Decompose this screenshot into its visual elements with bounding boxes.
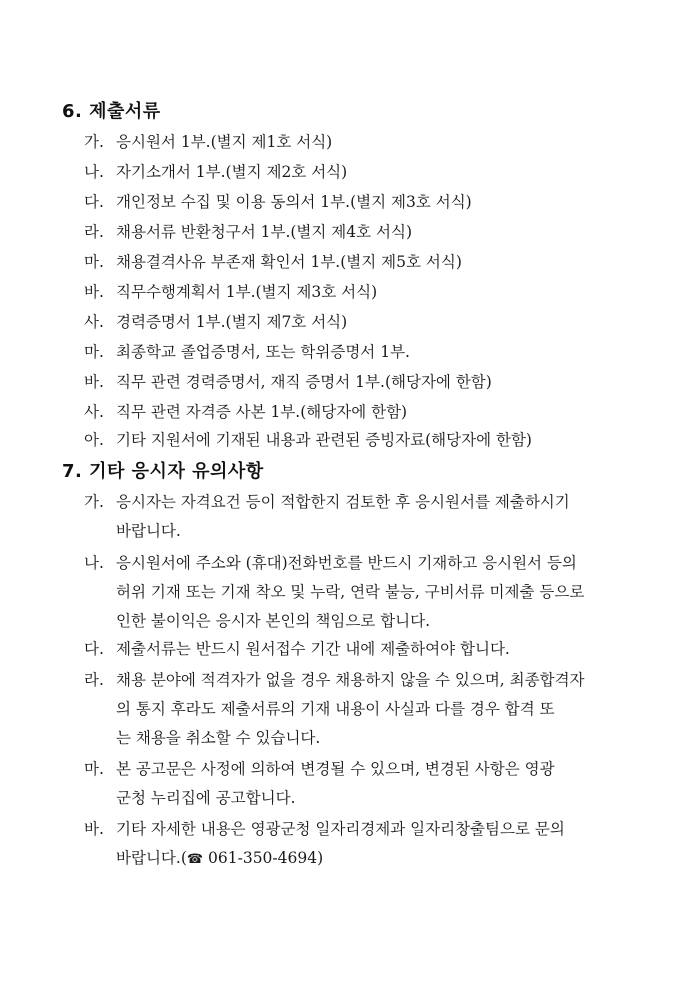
item-text: 제출서류는 반드시 원서접수 기간 내에 제출하여야 합니다. [116,640,510,658]
phone-icon: ☎ [186,852,204,867]
item-label: 사. [84,403,104,421]
item-label: 라. [84,671,104,689]
contact-line [116,846,323,868]
item-text: 개인정보 수집 및 이용 동의서 1부.(별지 제3호 서식) [116,193,472,211]
item-text: 본 공고문은 사정에 의하여 변경될 수 있으며, 변경된 사항은 영광 [116,760,555,778]
item-text: 응시원서 1부.(별지 제1호 서식) [116,133,333,151]
item-text: 자기소개서 1부.(별지 제2호 서식) [116,163,348,181]
item-text: 직무 관련 경력증명서, 재직 증명서 1부.(해당자에 한함) [116,373,492,391]
item-label: 가. [84,133,104,151]
phone-number: 061-350-4694 [208,849,318,867]
item-text: 바랍니다. [116,522,181,540]
closing-paren: ) [317,849,324,867]
item-text: 기타 자세한 내용은 영광군청 일자리경제과 일자리창출팀으로 문의 [116,820,565,838]
item-text: 채용 분야에 적격자가 없을 경우 채용하지 않을 수 있으며, 최종합격자 [116,671,585,689]
item-label: 바. [84,283,104,301]
item-text: 응시원서에 주소와 (휴대)전화번호를 반드시 기재하고 응시원서 등의 [116,554,577,572]
item-label: 바. [84,373,104,391]
item-label: 마. [84,343,104,361]
section-6-title: 6. 제출서류 [62,101,161,122]
item-text: 직무 관련 자격증 사본 1부.(해당자에 한함) [116,403,408,421]
item-text: 경력증명서 1부.(별지 제7호 서식) [116,313,348,331]
item-label: 라. [84,223,104,241]
item-label: 마. [84,253,104,271]
item-label: 마. [84,760,104,778]
item-text: 허위 기재 또는 기재 착오 및 누락, 연락 불능, 구비서류 미제출 등으로 [116,583,585,601]
item-label: 다. [84,193,104,211]
item-label: 나. [84,554,104,572]
item-text: 직무수행계획서 1부.(별지 제3호 서식) [116,283,378,301]
item-text: 응시자는 자격요건 등이 적합한지 검토한 후 응시원서를 제출하시기 [116,493,570,511]
item-text: 의 통지 후라도 제출서류의 기재 내용이 사실과 다를 경우 합격 또 [116,700,555,718]
item-label: 나. [84,163,104,181]
item-text: 채용결격사유 부존재 확인서 1부.(별지 제5호 서식) [116,253,462,271]
section-7-title: 7. 기타 응시자 유의사항 [62,461,264,482]
item-label: 바. [84,820,104,838]
item-text: 군청 누리집에 공고합니다. [116,789,296,807]
item-text: 바랍니다.( [116,849,187,867]
item-label: 다. [84,640,104,658]
item-text: 채용서류 반환청구서 1부.(별지 제4호 서식) [116,223,413,241]
item-text: 인한 불이익은 응시자 본인의 책임으로 합니다. [116,612,431,630]
item-label: 아. [84,431,104,449]
item-text: 최종학교 졸업증명서, 또는 학위증명서 1부. [116,343,410,361]
item-label: 가. [84,493,104,511]
item-label: 사. [84,313,104,331]
item-text: 기타 지원서에 기재된 내용과 관련된 증빙자료(해당자에 한함) [116,431,532,449]
item-text: 는 채용을 취소할 수 있습니다. [116,729,321,747]
